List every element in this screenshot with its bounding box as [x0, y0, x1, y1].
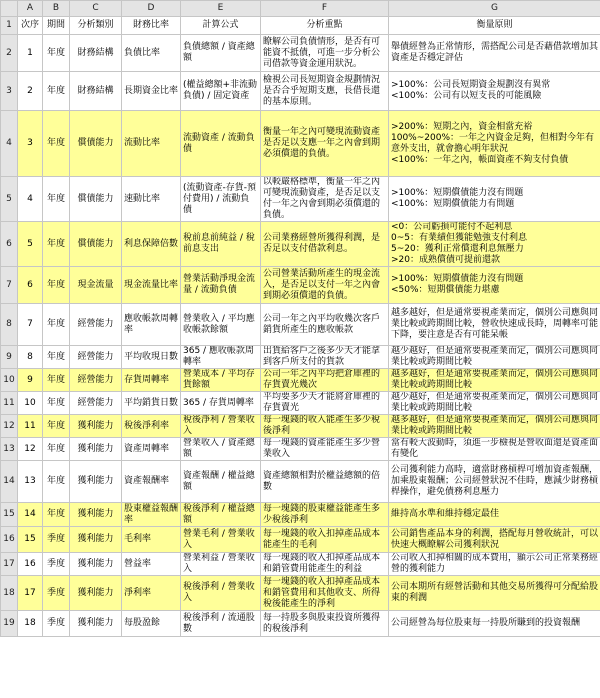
cell-ratio[interactable]: 長期資金比率 [122, 72, 181, 111]
cell-ratio[interactable]: 毛利率 [122, 527, 181, 553]
cell-ratio[interactable]: 營益率 [122, 553, 181, 576]
cell-formula[interactable]: (流動資產-存貨-預付費用) / 流動負債 [181, 177, 261, 222]
cell-category[interactable]: 經營能力 [70, 304, 122, 346]
cell-order[interactable]: 18 [18, 611, 43, 637]
header-cell-formula[interactable]: 計算公式 [181, 17, 261, 35]
cell-formula[interactable]: 營業利益 / 營業收入 [181, 553, 261, 576]
row-number[interactable]: 15 [1, 503, 18, 527]
cell-focus[interactable]: 每一塊錢的資產能產生多少營業收入 [261, 438, 389, 461]
cell-period[interactable]: 季度 [43, 576, 70, 611]
table-row [1, 346, 600, 369]
cell-formula[interactable]: 稅後淨利 / 營業收入 [181, 415, 261, 438]
table-row [1, 415, 600, 438]
row-number[interactable]: 14 [1, 461, 18, 503]
row-number[interactable]: 19 [1, 611, 18, 637]
cell-principle[interactable]: >200%：短期之內，資金相當充裕 100%~200%：一年之內資金足夠，但相對今年有意外支出，就會擔心明年狀況 <100%：一年之內，帳面資產不夠支付負債 [389, 111, 600, 177]
cell-category[interactable]: 現金流量 [70, 267, 122, 304]
header-cell-category[interactable]: 分析類別 [70, 17, 122, 35]
cell-category[interactable]: 獲利能力 [70, 553, 122, 576]
table-row [1, 35, 600, 72]
cell-period[interactable]: 年度 [43, 346, 70, 369]
cell-order[interactable]: 5 [18, 222, 43, 267]
cell-order[interactable]: 4 [18, 177, 43, 222]
cell-category[interactable]: 經營能力 [70, 392, 122, 415]
cell-ratio[interactable]: 淨利率 [122, 576, 181, 611]
cell-period[interactable]: 年度 [43, 392, 70, 415]
cell-principle[interactable]: 越多越好，但是通常要視產業而定，個別公司應與同業比較或跨期間比較 [389, 369, 600, 392]
header-cell-period[interactable]: 期間 [43, 17, 70, 35]
row-number[interactable]: 12 [1, 415, 18, 438]
cell-principle[interactable]: 當有較大波動時，須進一步檢視是營收面還是資產面有變化 [389, 438, 600, 461]
cell-ratio[interactable]: 股東權益報酬率 [122, 503, 181, 527]
cell-category[interactable]: 財務結構 [70, 35, 122, 72]
column-header-d[interactable]: D [122, 1, 181, 17]
row-number[interactable]: 18 [1, 576, 18, 611]
cell-ratio[interactable]: 平均收現日數 [122, 346, 181, 369]
cell-principle[interactable]: 維持高水準和維持穩定最佳 [389, 503, 600, 527]
header-cell-focus[interactable]: 分析重點 [261, 17, 389, 35]
cell-category[interactable]: 獲利能力 [70, 576, 122, 611]
cell-formula[interactable]: 稅後淨利 / 營業收入 [181, 576, 261, 611]
cell-ratio[interactable]: 稅後淨利率 [122, 415, 181, 438]
cell-order[interactable]: 7 [18, 304, 43, 346]
cell-formula[interactable]: 資產報酬 / 權益總額 [181, 461, 261, 503]
cell-ratio[interactable]: 平均銷貨日數 [122, 392, 181, 415]
cell-category[interactable]: 償債能力 [70, 177, 122, 222]
cell-formula[interactable]: 365 / 應收帳款周轉率 [181, 346, 261, 369]
cell-category[interactable]: 獲利能力 [70, 415, 122, 438]
table-row [1, 267, 600, 304]
cell-category[interactable]: 獲利能力 [70, 503, 122, 527]
cell-category[interactable]: 獲利能力 [70, 461, 122, 503]
cell-principle[interactable]: >100%：短期償債能力沒有問題 <100%：短期償債能力有問題 [389, 177, 600, 222]
cell-focus[interactable]: 平均要多少天才能將倉庫裡的存貨賣光 [261, 392, 389, 415]
row-number[interactable]: 10 [1, 369, 18, 392]
cell-ratio[interactable]: 利息保障倍數 [122, 222, 181, 267]
cell-category[interactable]: 財務結構 [70, 72, 122, 111]
cell-order[interactable]: 16 [18, 553, 43, 576]
cell-ratio[interactable]: 流動比率 [122, 111, 181, 177]
cell-ratio[interactable]: 存貨周轉率 [122, 369, 181, 392]
cell-principle[interactable]: >100%：短期償債能力沒有問題 <50%：短期償債能力堪慮 [389, 267, 600, 304]
cell-order[interactable]: 6 [18, 267, 43, 304]
cell-formula[interactable]: (權益總額+非流動負債) / 固定資產 [181, 72, 261, 111]
select-all-corner[interactable] [1, 1, 18, 17]
column-header-e[interactable]: E [181, 1, 261, 17]
cell-order[interactable]: 2 [18, 72, 43, 111]
row-number[interactable]: 13 [1, 438, 18, 461]
cell-period[interactable]: 年度 [43, 267, 70, 304]
cell-period[interactable]: 季度 [43, 611, 70, 637]
table-row [1, 177, 600, 222]
column-header-a[interactable]: A [18, 1, 43, 17]
cell-focus[interactable]: 公司一年之內平均收幾次客戶銷貨所產生的應收帳款 [261, 304, 389, 346]
cell-principle[interactable]: 舉債經營為正常情形，需搭配公司是否藉借款增加其資產是否穩定評估 [389, 35, 600, 72]
cell-category[interactable]: 經營能力 [70, 369, 122, 392]
cell-period[interactable]: 年度 [43, 304, 70, 346]
cell-formula[interactable]: 營業活動淨現金流量 / 流動負債 [181, 267, 261, 304]
cell-order[interactable]: 9 [18, 369, 43, 392]
cell-period[interactable]: 年度 [43, 177, 70, 222]
column-header-f[interactable]: F [261, 1, 389, 17]
table-row [1, 611, 600, 637]
cell-formula[interactable]: 營業收入 / 平均應收帳款餘額 [181, 304, 261, 346]
column-header-c[interactable]: C [70, 1, 122, 17]
table-row [1, 576, 600, 611]
cell-focus[interactable]: 公司營業活動所產生的現金流入，是否足以支付一年之內會到期必須償還的負債。 [261, 267, 389, 304]
cell-period[interactable]: 年度 [43, 72, 70, 111]
row-number[interactable]: 9 [1, 346, 18, 369]
cell-focus[interactable]: 出貨給客戶之後多少天才能拿到客戶所支付的貨款 [261, 346, 389, 369]
table-row [1, 111, 600, 177]
cell-order[interactable]: 17 [18, 576, 43, 611]
cell-focus[interactable]: 每一塊錢的收入扣掉產品成本和銷管費用能產生的利益 [261, 553, 389, 576]
cell-ratio[interactable]: 速動比率 [122, 177, 181, 222]
cell-order[interactable]: 10 [18, 392, 43, 415]
cell-focus[interactable]: 每一塊錢的收入扣掉產品成本能產生的毛利 [261, 527, 389, 553]
cell-focus[interactable]: 衡量一年之內可變現流動資產是否足以支應一年之內會到期必須償還的負債。 [261, 111, 389, 177]
cell-category[interactable]: 獲利能力 [70, 438, 122, 461]
cell-focus[interactable]: 公司一年之內平均把倉庫裡的存貨賣光幾次 [261, 369, 389, 392]
header-cell-ratio[interactable]: 財務比率 [122, 17, 181, 35]
column-header-row [1, 1, 600, 17]
table-row [1, 222, 600, 267]
cell-period[interactable]: 年度 [43, 111, 70, 177]
cell-principle[interactable]: 公司經營為每位股東每一持股所賺到的投資報酬 [389, 611, 600, 637]
cell-period[interactable]: 年度 [43, 503, 70, 527]
row-number[interactable]: 8 [1, 304, 18, 346]
cell-formula[interactable]: 營業成本 / 平均存貨餘額 [181, 369, 261, 392]
cell-ratio[interactable]: 現金流量比率 [122, 267, 181, 304]
cell-order[interactable]: 15 [18, 527, 43, 553]
row-number[interactable]: 4 [1, 111, 18, 177]
table-row [1, 369, 600, 392]
row-number[interactable]: 2 [1, 35, 18, 72]
table-row [1, 461, 600, 503]
cell-focus[interactable]: 檢視公司長短期資金規劃情況是否合乎短期支應，長借長還的基本原則。 [261, 72, 389, 111]
cell-focus[interactable]: 每一塊錢的收入扣掉產品成本和銷管費用和其他收支、所得稅後能產生的淨利 [261, 576, 389, 611]
cell-order[interactable]: 11 [18, 415, 43, 438]
cell-focus[interactable]: 每一塊錢的股東權益能產生多少稅後淨利 [261, 503, 389, 527]
row-number[interactable]: 17 [1, 553, 18, 576]
table-row [1, 304, 600, 346]
cell-ratio[interactable]: 應收帳款周轉率 [122, 304, 181, 346]
table-row [1, 503, 600, 527]
column-header-b[interactable]: B [43, 1, 70, 17]
cell-focus[interactable]: 瞭解公司負債情形，是否有可能資不抵債，可進一步分析公司借款等資金運用狀況。 [261, 35, 389, 72]
row-number[interactable]: 3 [1, 72, 18, 111]
cell-order[interactable]: 1 [18, 35, 43, 72]
cell-formula[interactable]: 營業毛利 / 營業收入 [181, 527, 261, 553]
cell-category[interactable]: 獲利能力 [70, 527, 122, 553]
table-row [1, 392, 600, 415]
cell-principle[interactable]: 公司本期所有經營活動和其他交易所獲得可分配給股東的利潤 [389, 576, 600, 611]
cell-period[interactable]: 年度 [43, 438, 70, 461]
cell-period[interactable]: 季度 [43, 527, 70, 553]
cell-category[interactable]: 經營能力 [70, 346, 122, 369]
cell-focus[interactable]: 每一塊錢的收入能產生多少稅後淨利 [261, 415, 389, 438]
cell-focus[interactable]: 公司業務經營所獲得利潤，是否足以支付借款利息。 [261, 222, 389, 267]
row-number[interactable]: 6 [1, 222, 18, 267]
cell-focus[interactable]: 以較嚴格標準，衡量一年之內可變現流動資產，是否足以支付一年之內會到期必須償還的負債。 [261, 177, 389, 222]
cell-order[interactable]: 8 [18, 346, 43, 369]
cell-principle[interactable]: <0：公司虧損可能付不起利息 0~5：有業績但獲能勉強支付利息 5~20：獲利正常償還利息無壓力 >20：成熟償債可提前還款 [389, 222, 600, 267]
cell-principle[interactable]: 越少越好，但是通常要視產業而定，個別公司應與同業比較或跨期間比較 [389, 392, 600, 415]
cell-formula[interactable]: 營業收入 / 資產總額 [181, 438, 261, 461]
cell-ratio[interactable]: 資產周轉率 [122, 438, 181, 461]
table-row [1, 527, 600, 553]
row-number[interactable]: 1 [1, 17, 18, 35]
cell-ratio[interactable]: 負債比率 [122, 35, 181, 72]
row-number[interactable]: 7 [1, 267, 18, 304]
table-row [1, 72, 600, 111]
cell-focus[interactable]: 資產總額相對於權益總額的倍數 [261, 461, 389, 503]
cell-period[interactable]: 年度 [43, 461, 70, 503]
cell-formula[interactable]: 流動資產 / 流動負債 [181, 111, 261, 177]
cell-principle[interactable]: >100%：公司長短期資金規劃沒有異常 <100%：公司有以短支長的可能風險 [389, 72, 600, 111]
cell-formula[interactable]: 稅後淨利 / 流通股數 [181, 611, 261, 637]
cell-focus[interactable]: 每一持股多與股東投資所獲得的稅後淨利 [261, 611, 389, 637]
cell-principle[interactable]: 越少越好，但是通常要視產業而定，個別公司應與同業比較或跨期間比較 [389, 346, 600, 369]
table-row [1, 553, 600, 576]
table-row [1, 438, 600, 461]
cell-ratio[interactable]: 資產報酬率 [122, 461, 181, 503]
cell-formula[interactable]: 稅後淨利 / 權益總額 [181, 503, 261, 527]
cell-formula[interactable]: 365 / 存貨周轉率 [181, 392, 261, 415]
cell-principle[interactable]: 公司收入扣掉相關的成本費用，顯示公司正常業務經營的獲利能力 [389, 553, 600, 576]
cell-order[interactable]: 14 [18, 503, 43, 527]
cell-principle[interactable]: 越多越好，但是通常要視產業而定，個別公司應與同業比較或跨期間比較，營收快速成長時，周轉率可能下降，要注意是否有可能呆帳 [389, 304, 600, 346]
row-number[interactable]: 5 [1, 177, 18, 222]
cell-category[interactable]: 獲利能力 [70, 611, 122, 637]
row-number[interactable]: 11 [1, 392, 18, 415]
cell-period[interactable]: 年度 [43, 369, 70, 392]
cell-period[interactable]: 年度 [43, 415, 70, 438]
cell-period[interactable]: 年度 [43, 222, 70, 267]
table-header-row [1, 17, 600, 35]
header-cell-order[interactable]: 次序 [18, 17, 43, 35]
cell-period[interactable]: 季度 [43, 553, 70, 576]
cell-category[interactable]: 償債能力 [70, 111, 122, 177]
cell-order[interactable]: 12 [18, 438, 43, 461]
cell-formula[interactable]: 負債總額 / 資產總額 [181, 35, 261, 72]
cell-order[interactable]: 13 [18, 461, 43, 503]
cell-principle[interactable]: 公司銷售產品本身的利潤，搭配每月營收統計，可以快速大概瞭解公司獲利狀況 [389, 527, 600, 553]
cell-order[interactable]: 3 [18, 111, 43, 177]
cell-ratio[interactable]: 每股盈餘 [122, 611, 181, 637]
cell-period[interactable]: 年度 [43, 35, 70, 72]
cell-formula[interactable]: 稅前息前純益 / 稅前息支出 [181, 222, 261, 267]
row-number[interactable]: 16 [1, 527, 18, 553]
cell-principle[interactable]: 公司獲利能力高時，適當財務槓桿可增加資產報酬，加乘股東報酬；公司經營狀況不佳時，應減少財務槓桿操作，避免債務利息壓力 [389, 461, 600, 503]
cell-category[interactable]: 償債能力 [70, 222, 122, 267]
cell-principle[interactable]: 越多越好，但是通常要視產業而定，個別公司應與同業比較或跨期間比較 [389, 415, 600, 438]
header-cell-principle[interactable]: 衡量原則 [389, 17, 600, 35]
column-header-g[interactable]: G [389, 1, 600, 17]
